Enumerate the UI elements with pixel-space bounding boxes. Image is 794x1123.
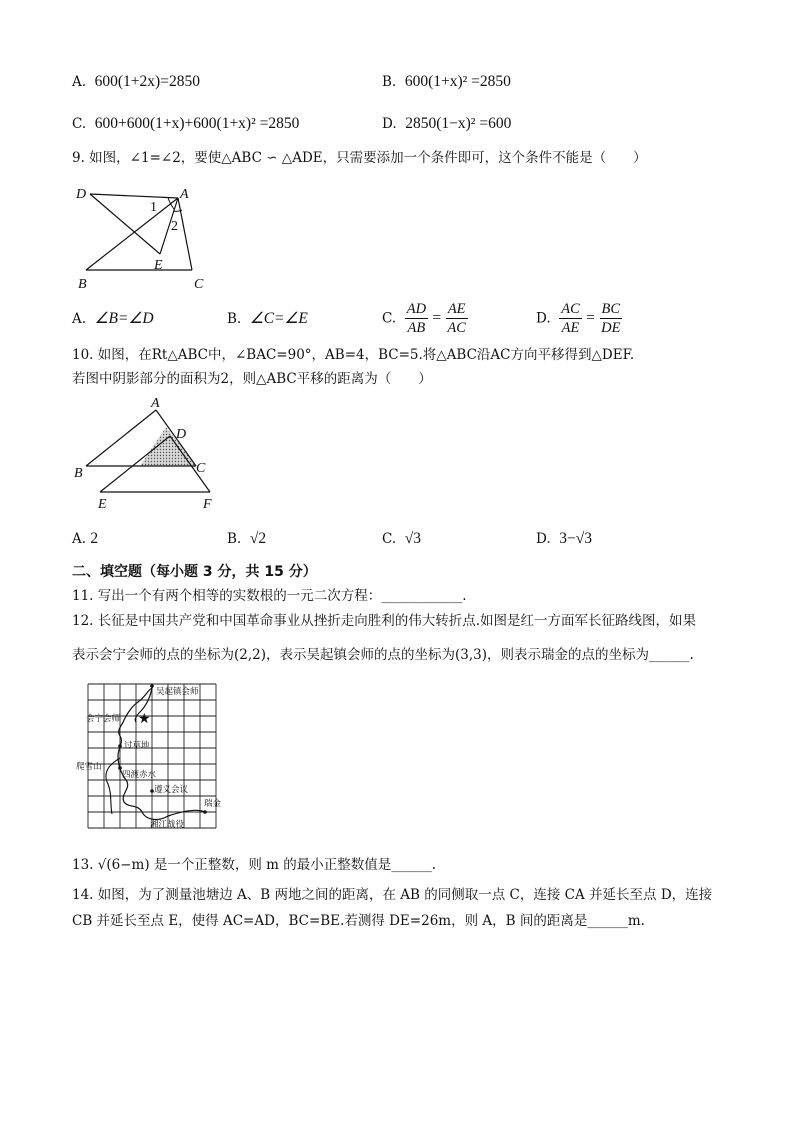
- q8-option-c: C. 600+600(1+x)+600(1+x)² =2850: [72, 115, 300, 132]
- q9-option-a: A. ∠B=∠D: [72, 310, 154, 327]
- q9-label-e: E: [154, 258, 163, 273]
- q12-line-2: 表示会宁会师的点的坐标为(2,2)，表示吴起镇会师的点的坐标为(3,3)，则表示瑞金的点的坐标为______.: [72, 647, 694, 663]
- q11-answer-blank[interactable]: ____________.: [381, 588, 467, 604]
- q9-option-c: C. $\frac{AD}{AB}$ = $\frac{AE}{AC}$: [382, 301, 466, 336]
- q10-line-1: 10. 如图，在Rt△ABC中，∠BAC=90°，AB=4，BC=5.将△ABC沿AC方向平移得到△DEF.: [72, 347, 635, 363]
- map-label-chishui: 四渡赤水: [122, 770, 157, 780]
- q9-option-d: D. $\frac{AC}{AE}$ = $\frac{BC}{DE}$: [536, 301, 621, 336]
- q10-label-f: F: [203, 497, 212, 512]
- q13-question: 13. √(6−m) 是一个正整数，则 m 的最小正整数值是______.: [72, 857, 437, 873]
- q14-line-1: 14. 如图，为了测量池塘边 A、B 两地之间的距离，在 AB 的同侧取一点 C，连接 CA 并延长至点 D，连接: [72, 887, 713, 903]
- q10-option-c: C. √3: [382, 530, 421, 547]
- map-label-ruijin: 瑞金: [204, 799, 222, 809]
- q12-long-march-map: [72, 676, 242, 836]
- q12-line-1: 12. 长征是中国共产党和中国革命事业从挫折走向胜利的伟大转折点.如图是红一方面军长征路线图，如果: [72, 613, 697, 629]
- q9-triangle-figure: [72, 184, 212, 294]
- q9-label-angle-2: 2: [171, 219, 178, 234]
- map-label-wuqi: 吴起镇会师: [156, 687, 199, 697]
- q10-option-b: B. √2: [227, 530, 267, 547]
- star-icon: ★: [138, 712, 151, 727]
- q10-label-e: E: [98, 497, 107, 512]
- q10-option-d: D. 3−√3: [536, 530, 592, 547]
- map-label-huining: 会宁会师: [86, 714, 121, 724]
- q10-label-a: A: [151, 396, 160, 411]
- q9-label-a: A: [180, 187, 189, 202]
- q8-option-b: B. 600(1+x)² =2850: [382, 73, 511, 90]
- map-label-xiangjiang: 湘江战役: [150, 820, 185, 830]
- q9-stem: 9. 如图，∠1=∠2，要使△ABC ∽ △ADE，只需要添加一个条件即可，这个条件不能是（ ）: [72, 150, 647, 166]
- map-label-zunyi: 遵义会议: [154, 785, 189, 795]
- q9-option-b: B. ∠C=∠E: [227, 310, 308, 327]
- q9-label-d: D: [76, 187, 87, 202]
- q10-label-c: C: [196, 461, 206, 476]
- q10-option-a: A. 2: [72, 530, 99, 547]
- q14-line-2: CB 并延长至点 E，使得 AC=AD，BC=BE.若测得 DE=26m，则 A，B 间的距离是______m.: [72, 913, 645, 929]
- q9-label-c: C: [194, 277, 204, 292]
- q9-label-b: B: [78, 277, 87, 292]
- q8-option-a: A. 600(1+2x)=2850: [72, 73, 200, 90]
- q10-line-2: 若图中阴影部分的面积为2，则△ABC平移的距离为（ ）: [72, 371, 432, 387]
- q8-option-d: D. 2850(1−x)² =600: [382, 115, 512, 132]
- q9-label-angle-1: 1: [150, 200, 157, 215]
- map-label-caodi: 过草地: [124, 741, 150, 751]
- q10-translation-figure: [72, 394, 222, 512]
- q10-label-d: D: [176, 427, 187, 442]
- section-2-title: 二、填空题（每小题 3 分，共 15 分）: [72, 564, 317, 580]
- q10-label-b: B: [74, 466, 83, 481]
- q11-question: 11. 写出一个有两个相等的实数根的一元二次方程：____________.: [72, 588, 467, 604]
- map-label-xueshan: 爬雪山: [76, 762, 102, 772]
